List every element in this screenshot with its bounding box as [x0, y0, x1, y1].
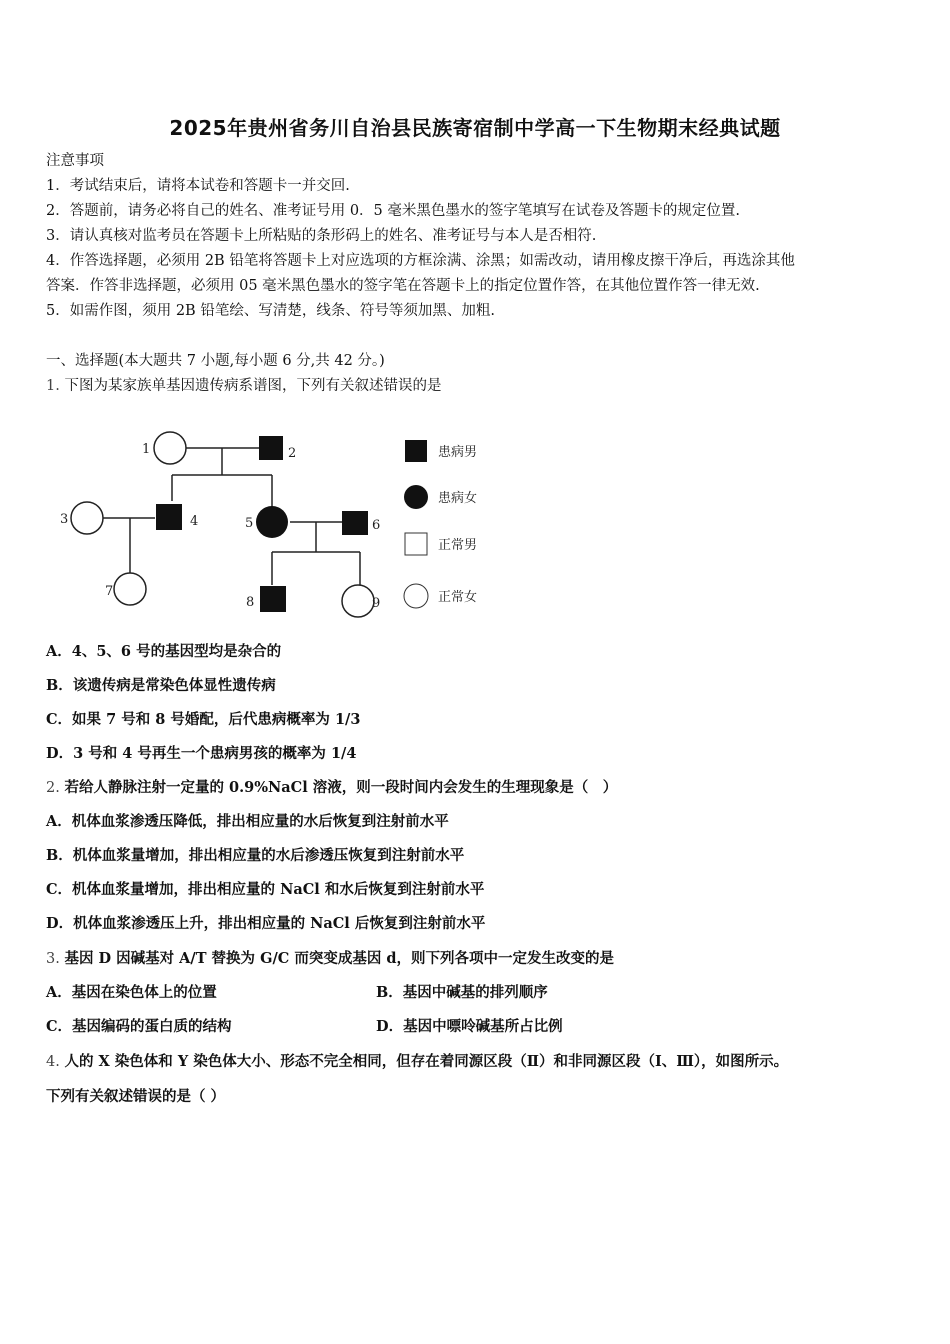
individual-1-normal-female [154, 432, 186, 464]
notice-item: 1．考试结束后，请将本试卷和答题卡一并交回. [46, 178, 350, 194]
question-2-option-c: C．机体血浆量增加，排出相应量的 NaCl 和水后恢复到注射前水平 [46, 881, 485, 898]
question-1-option-c: C．如果 7 号和 8 号婚配，后代患病概率为 1/3 [46, 711, 361, 728]
individual-9-normal-female [342, 585, 374, 617]
question-3-option-a: A．基因在染色体上的位置 [46, 984, 217, 1001]
individual-label: 1 [142, 442, 151, 457]
question-number: 3. [46, 951, 60, 967]
individual-label: 5 [245, 516, 254, 531]
legend-affected-male-symbol [405, 440, 427, 462]
page-title: 2025年贵州省务川自治县民族寄宿制中学高一下生物期末经典试题 [169, 116, 781, 140]
question-3-option-b: B．基因中碱基的排列顺序 [376, 984, 548, 1001]
legend-normal-female-symbol [404, 584, 428, 608]
individual-label: 2 [288, 446, 297, 461]
individual-6-affected-male [342, 511, 368, 535]
legend-label: 患病男 [438, 445, 478, 460]
legend-label: 正常女 [438, 590, 478, 605]
question-text: 若给人静脉注射一定量的 0.9%NaCl 溶液，则一段时间内会发生的生理现象是（ ） [64, 779, 618, 796]
individual-7-normal-female [114, 573, 146, 605]
notice-item: 5．如需作图，须用 2B 铅笔绘、写清楚，线条、符号等须加黑、加粗. [46, 303, 495, 319]
question-text: 下图为某家族单基因遗传病系谱图，下列有关叙述错误的是 [64, 378, 442, 394]
question-text: 人的 X 染色体和 Y 染色体大小、形态不完全相同，但存在着同源区段（Ⅱ）和非同源区段（Ⅰ、Ⅲ），如图所示。 [64, 1053, 789, 1070]
question-1-option-b: B．该遗传病是常染色体显性遗传病 [46, 677, 276, 694]
legend-normal-male-symbol [405, 533, 427, 555]
individual-label: 9 [372, 596, 381, 611]
question-4-stem [46, 1052, 788, 1072]
question-3-option-c: C．基因编码的蛋白质的结构 [46, 1018, 232, 1035]
legend-label: 正常男 [438, 538, 478, 553]
notice-heading: 注意事项 [46, 153, 104, 169]
individual-5-affected-female [256, 506, 288, 538]
question-2-option-a: A．机体血浆渗透压降低，排出相应量的水后恢复到注射前水平 [46, 813, 449, 830]
individual-label: 7 [105, 584, 114, 599]
question-number: 2. [46, 780, 60, 796]
legend-affected-female-symbol [404, 485, 428, 509]
question-1-option-d: D．3 号和 4 号再生一个患病男孩的概率为 1/4 [46, 745, 357, 762]
pedigree-diagram [50, 415, 520, 625]
notice-item: 答案．作答非选择题，必须用 05 毫米黑色墨水的签字笔在答题卡上的指定位置作答，在其他位置作答一律无效. [46, 278, 760, 294]
individual-8-affected-male [260, 586, 286, 612]
notice-item: 3．请认真核对监考员在答题卡上所粘贴的条形码上的姓名、准考证号与本人是否相符. [46, 228, 597, 244]
question-1-stem [46, 376, 441, 396]
question-2-stem [46, 778, 617, 798]
section-heading: 一、选择题(本大题共 7 小题,每小题 6 分,共 42 分。) [46, 353, 385, 369]
individual-4-affected-male [156, 504, 182, 530]
individual-3-normal-female [71, 502, 103, 534]
question-number: 4. [46, 1054, 60, 1070]
question-text: 基因 D 因碱基对 A/T 替换为 G/C 而突变成基因 d，则下列各项中一定发生改变的是 [64, 950, 615, 967]
individual-label: 4 [190, 514, 199, 529]
question-2-option-b: B．机体血浆量增加，排出相应量的水后渗透压恢复到注射前水平 [46, 847, 465, 864]
individual-label: 8 [246, 595, 255, 610]
individual-label: 6 [372, 518, 381, 533]
question-2-option-d: D．机体血浆渗透压上升，排出相应量的 NaCl 后恢复到注射前水平 [46, 915, 486, 932]
question-4-stem-continued: 下列有关叙述错误的是（ ） [46, 1088, 226, 1105]
individual-2-affected-male [259, 436, 283, 460]
individual-label: 3 [60, 512, 69, 527]
question-1-option-a: A．4、5、6 号的基因型均是杂合的 [46, 643, 282, 660]
question-3-stem [46, 949, 614, 969]
notice-item: 4．作答选择题，必须用 2B 铅笔将答题卡上对应选项的方框涂满、涂黑；如需改动，请用橡皮擦干净后，再选涂其他 [46, 253, 795, 269]
question-3-option-d: D．基因中嘌呤碱基所占比例 [376, 1018, 563, 1035]
question-number: 1. [46, 378, 60, 394]
legend-label: 患病女 [438, 491, 478, 506]
notice-item: 2．答题前，请务必将自己的姓名、准考证号用 0．5 毫米黑色墨水的签字笔填写在试卷及答题卡的规定位置. [46, 203, 740, 219]
